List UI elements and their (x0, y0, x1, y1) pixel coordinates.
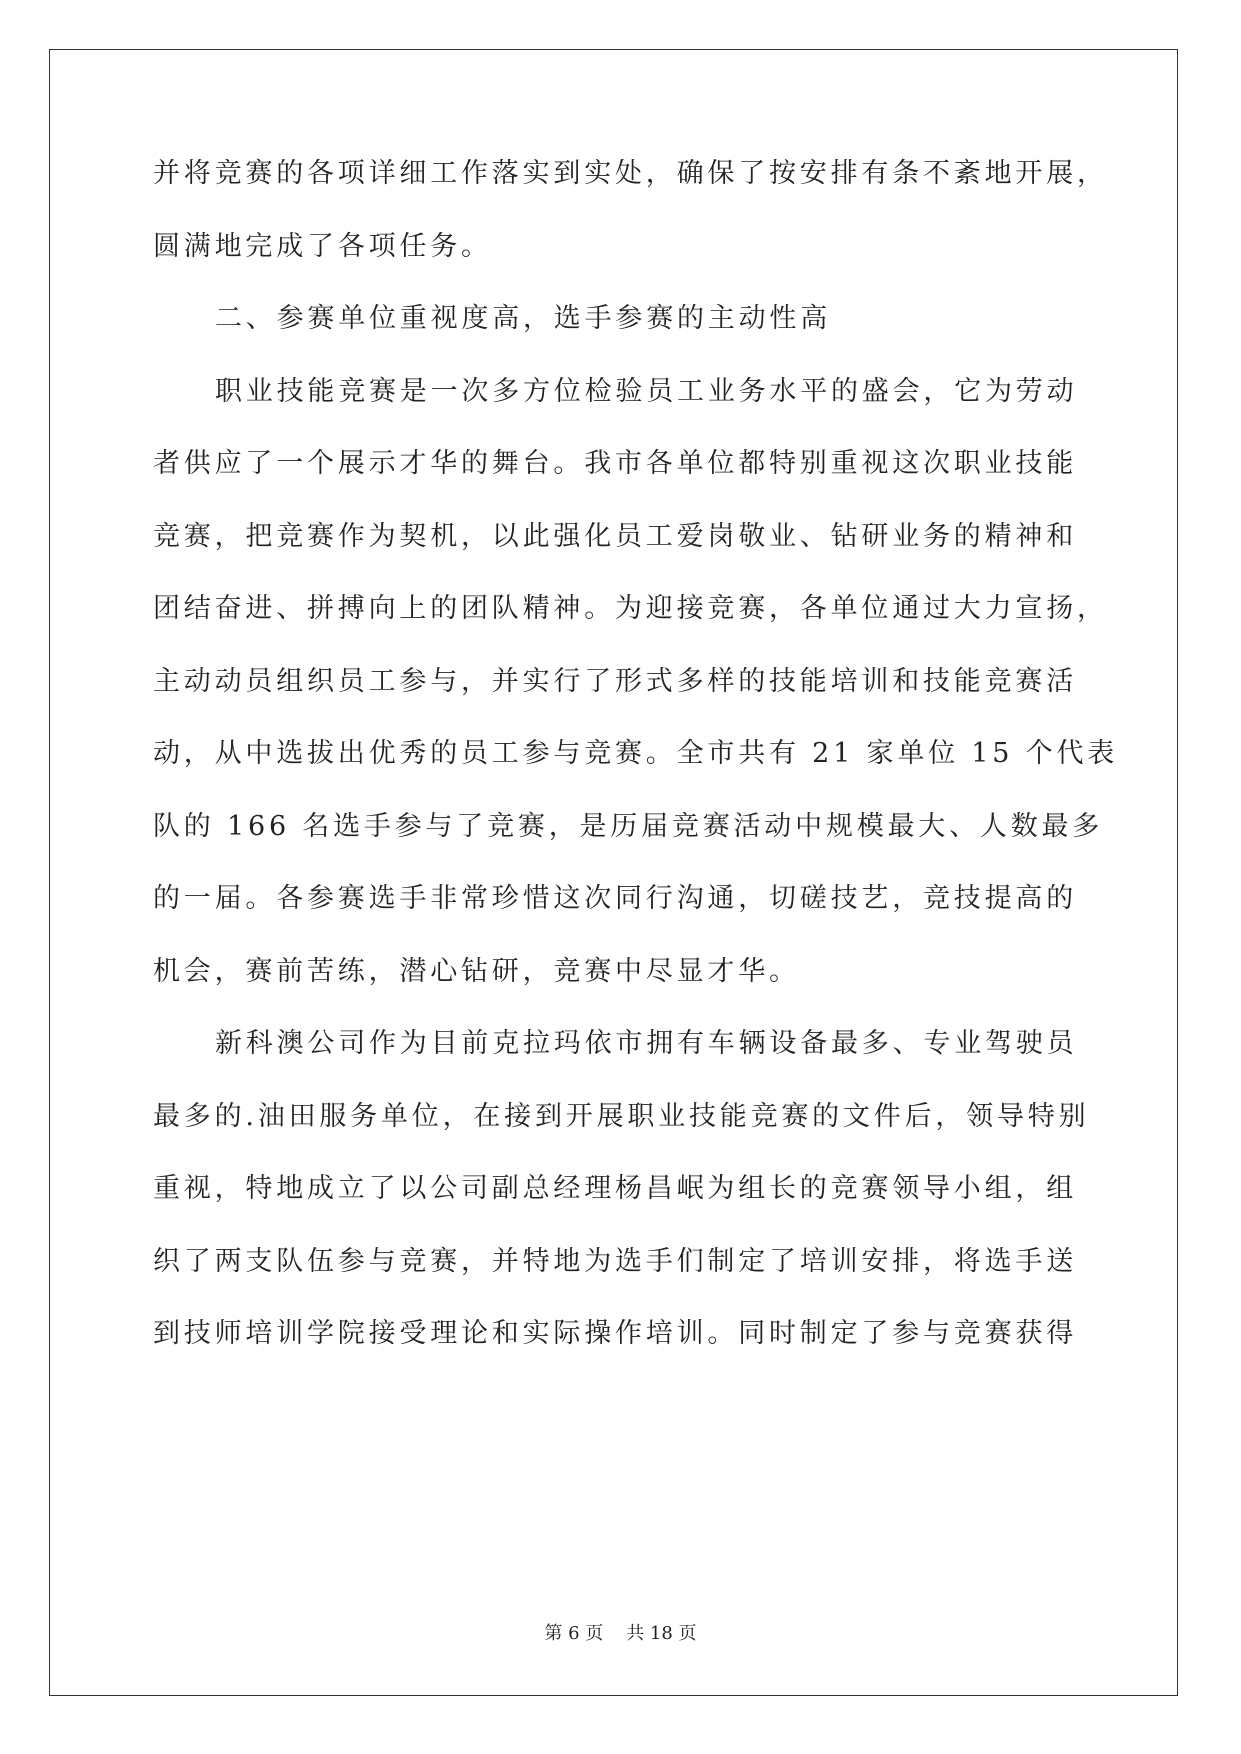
text-line: 到技师培训学院接受理论和实际操作培训。同时制定了参与竞赛获得 (153, 1318, 1077, 1349)
text-line: 主动动员组织员工参与，并实行了形式多样的技能培训和技能竞赛活 (153, 666, 1077, 697)
page-border (49, 49, 1178, 1696)
text-line: 并将竞赛的各项详细工作落实到实处，确保了按安排有条不紊地开展， (153, 158, 1108, 189)
text-line: 动，从中选拔出优秀的员工参与竞赛。全市共有 21 家单位 15 个代表 (153, 738, 1119, 769)
text-line: 新科澳公司作为目前克拉玛依市拥有车辆设备最多、专业驾驶员 (215, 1028, 1078, 1059)
text-line: 重视，特地成立了以公司副总经理杨昌岷为组长的竞赛领导小组，组 (153, 1173, 1077, 1204)
section-heading: 二、参赛单位重视度高，选手参赛的主动性高 (215, 303, 831, 334)
text-line: 者供应了一个展示才华的舞台。我市各单位都特别重视这次职业技能 (153, 448, 1077, 479)
text-line: 圆满地完成了各项任务。 (153, 231, 492, 262)
text-line: 队的 166 名选手参与了竞赛，是历届竞赛活动中规模最大、人数最多 (153, 811, 1104, 842)
text-line: 织了两支队伍参与竞赛，并特地为选手们制定了培训安排，将选手送 (153, 1246, 1077, 1277)
text-line: 竞赛，把竞赛作为契机，以此强化员工爱岗敬业、钻研业务的精神和 (153, 521, 1077, 552)
text-line: 机会，赛前苦练，潜心钻研，竞赛中尽显才华。 (153, 956, 800, 987)
page-footer: 第 6 页 共 18 页 (544, 1623, 697, 1644)
text-line: 最多的.油田服务单位，在接到开展职业技能竞赛的文件后，领导特别 (153, 1101, 1090, 1132)
text-line: 的一届。各参赛选手非常珍惜这次同行沟通，切磋技艺，竞技提高的 (153, 883, 1077, 914)
text-line: 职业技能竞赛是一次多方位检验员工业务水平的盛会，它为劳动 (215, 376, 1078, 407)
text-line: 团结奋进、拼搏向上的团队精神。为迎接竞赛，各单位通过大力宣扬， (153, 593, 1108, 624)
